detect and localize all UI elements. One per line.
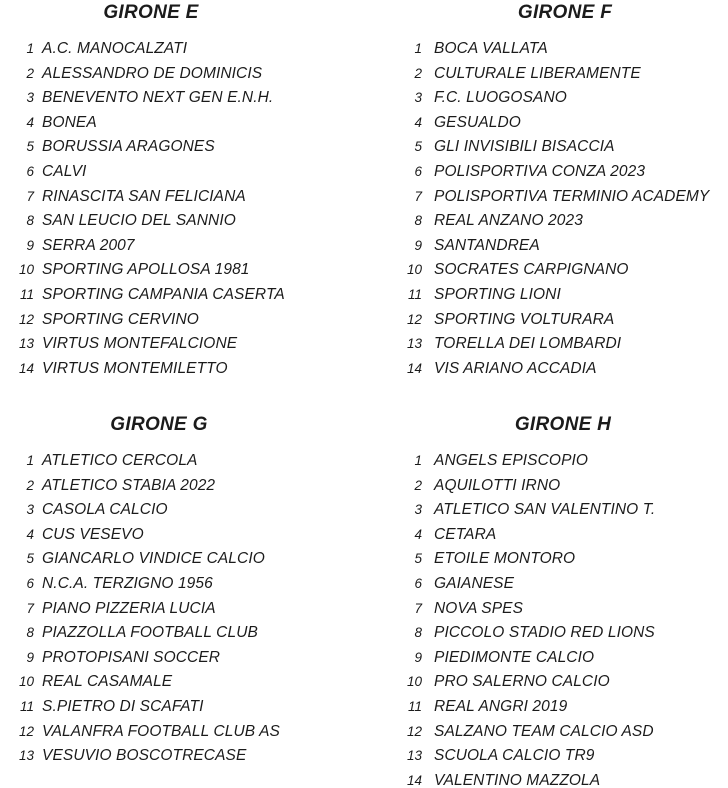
- team-name: ETOILE MONTORO: [434, 550, 576, 568]
- team-number: 10: [406, 674, 422, 690]
- team-number: 13: [406, 748, 422, 764]
- team-row: [364, 160, 728, 185]
- team-row: [364, 62, 728, 87]
- team-row: [364, 597, 728, 622]
- team-number: 9: [414, 649, 422, 665]
- team-row: [364, 308, 728, 333]
- team-row: [364, 769, 728, 788]
- team-number: 4: [414, 526, 422, 542]
- team-row: [364, 621, 728, 646]
- team-name: N.C.A. TERZIGNO 1956: [42, 574, 213, 592]
- team-number: 8: [26, 625, 34, 641]
- team-name: BORUSSIA ARAGONES: [42, 138, 215, 156]
- team-name: VALENTINO MAZZOLA: [434, 771, 601, 788]
- team-row: [364, 357, 728, 382]
- team-row: [364, 523, 728, 548]
- team-name: GLI INVISIBILI BISACCIA: [434, 138, 615, 156]
- team-number: 2: [26, 65, 34, 81]
- girone-e-team-list: [0, 37, 364, 381]
- team-name: SPORTING LIONI: [434, 285, 561, 303]
- team-number: 4: [26, 526, 34, 542]
- team-name: SERRA 2007: [42, 236, 135, 254]
- team-name: VALANFRA FOOTBALL CLUB AS: [42, 722, 280, 740]
- team-name: SANTANDREA: [434, 236, 540, 254]
- team-number: 14: [18, 360, 34, 376]
- team-name: REAL ANZANO 2023: [434, 212, 583, 230]
- team-number: 11: [407, 286, 422, 302]
- team-row: [0, 449, 364, 474]
- girone-f-title: GIRONE F: [517, 2, 613, 23]
- team-row: [0, 258, 364, 283]
- team-number: 7: [414, 188, 422, 204]
- team-number: 1: [414, 41, 422, 56]
- team-number: 5: [414, 551, 422, 567]
- team-number: 10: [18, 674, 34, 690]
- team-name: POLISPORTIVA CONZA 2023: [434, 162, 646, 180]
- team-row: [364, 111, 728, 136]
- team-number: 6: [26, 575, 34, 591]
- team-number: 11: [19, 286, 34, 302]
- team-number: 7: [414, 600, 422, 616]
- team-name: BENEVENTO NEXT GEN E.N.H.: [42, 89, 274, 107]
- team-number: 3: [26, 502, 34, 518]
- team-name: PICCOLO STADIO RED LIONS: [434, 624, 655, 642]
- team-row: [0, 135, 364, 160]
- team-number: 9: [26, 237, 34, 253]
- girone-f-team-list: [364, 37, 728, 381]
- team-row: [0, 646, 364, 671]
- team-name: GIANCARLO VINDICE CALCIO: [42, 550, 265, 568]
- team-row: [364, 258, 728, 283]
- team-number: 3: [26, 90, 34, 106]
- team-row: [364, 449, 728, 474]
- team-row: [0, 209, 364, 234]
- team-number: 12: [406, 723, 422, 739]
- team-name: F.C. LUOGOSANO: [434, 89, 567, 107]
- team-number: 1: [414, 453, 422, 468]
- team-number: 14: [406, 360, 422, 376]
- team-row: [364, 234, 728, 259]
- team-name: PIAZZOLLA FOOTBALL CLUB: [42, 624, 258, 642]
- team-name: SCUOLA CALCIO TR9: [434, 747, 595, 765]
- team-name: AQUILOTTI IRNO: [434, 476, 561, 494]
- team-number: 11: [407, 698, 422, 714]
- team-row: [364, 185, 728, 210]
- team-number: 4: [414, 114, 422, 130]
- team-row: [364, 646, 728, 671]
- girone-f-section: [364, 0, 728, 381]
- team-number: 9: [414, 237, 422, 253]
- team-number: 8: [26, 213, 34, 229]
- team-number: 2: [26, 477, 34, 493]
- team-name: GESUALDO: [434, 113, 521, 131]
- team-number: 10: [18, 262, 34, 278]
- team-number: 14: [406, 772, 422, 788]
- team-name: PIANO PIZZERIA LUCIA: [42, 599, 216, 617]
- team-row: [0, 547, 364, 572]
- team-number: 5: [414, 139, 422, 155]
- team-name: BONEA: [42, 113, 97, 131]
- team-name: RINASCITA SAN FELICIANA: [42, 187, 246, 205]
- team-row: [0, 86, 364, 111]
- team-row: [0, 111, 364, 136]
- team-number: 13: [18, 336, 34, 352]
- team-row: [364, 332, 728, 357]
- team-number: 5: [26, 139, 34, 155]
- team-row: [0, 744, 364, 769]
- team-number: 2: [414, 65, 422, 81]
- girone-h-title: GIRONE H: [514, 414, 612, 435]
- team-number: 6: [414, 163, 422, 179]
- team-name: VIRTUS MONTEFALCIONE: [42, 335, 238, 353]
- team-row: [0, 720, 364, 745]
- girone-g-title: GIRONE G: [110, 414, 208, 435]
- team-name: CETARA: [434, 525, 497, 543]
- team-number: 1: [26, 41, 34, 56]
- girone-g-section: [0, 412, 364, 769]
- team-name: PROTOPISANI SOCCER: [42, 648, 221, 666]
- team-row: [0, 185, 364, 210]
- team-name: NOVA SPES: [434, 599, 524, 617]
- team-row: [0, 695, 364, 720]
- team-number: 3: [414, 502, 422, 518]
- team-row: [364, 498, 728, 523]
- team-name: ALESSANDRO DE DOMINICIS: [42, 64, 263, 82]
- team-row: [364, 86, 728, 111]
- team-number: 13: [18, 748, 34, 764]
- team-number: 6: [414, 575, 422, 591]
- team-row: [0, 357, 364, 382]
- team-name: ATLETICO CERCOLA: [42, 452, 198, 469]
- team-name: SPORTING CERVINO: [42, 310, 199, 328]
- team-name: CUS VESEVO: [42, 525, 144, 543]
- team-row: [0, 62, 364, 87]
- team-name: SPORTING APOLLOSA 1981: [42, 261, 250, 279]
- team-name: POLISPORTIVA TERMINIO ACADEMY: [434, 187, 710, 205]
- team-row: [364, 474, 728, 499]
- team-number: 8: [414, 625, 422, 641]
- team-name: SOCRATES CARPIGNANO: [434, 261, 629, 279]
- team-row: [364, 547, 728, 572]
- team-name: TORELLA DEI LOMBARDI: [434, 335, 622, 353]
- team-number: 7: [26, 600, 34, 616]
- team-name: S.PIETRO DI SCAFATI: [42, 697, 204, 715]
- team-name: ATLETICO STABIA 2022: [42, 476, 216, 494]
- team-number: 3: [414, 90, 422, 106]
- team-row: [0, 523, 364, 548]
- team-row: [0, 670, 364, 695]
- team-number: 6: [26, 163, 34, 179]
- team-name: REAL ANGRI 2019: [434, 697, 568, 715]
- team-name: SPORTING VOLTURARA: [434, 310, 615, 328]
- team-number: 9: [26, 649, 34, 665]
- team-name: SAN LEUCIO DEL SANNIO: [42, 212, 236, 230]
- team-row: [0, 37, 364, 62]
- girone-e-title: GIRONE E: [103, 2, 199, 23]
- team-row: [364, 209, 728, 234]
- team-row: [0, 572, 364, 597]
- team-name: CULTURALE LIBERAMENTE: [434, 64, 641, 82]
- team-number: 2: [414, 477, 422, 493]
- team-row: [364, 695, 728, 720]
- team-number: 7: [26, 188, 34, 204]
- team-name: CASOLA CALCIO: [42, 501, 168, 519]
- team-number: 5: [26, 551, 34, 567]
- team-number: 12: [18, 311, 34, 327]
- team-name: BOCA VALLATA: [434, 40, 548, 57]
- team-number: 12: [18, 723, 34, 739]
- team-row: [0, 597, 364, 622]
- team-name: REAL CASAMALE: [42, 673, 173, 691]
- team-row: [0, 332, 364, 357]
- team-name: SALZANO TEAM CALCIO ASD: [434, 722, 654, 740]
- team-number: 8: [414, 213, 422, 229]
- team-name: SPORTING CAMPANIA CASERTA: [42, 285, 285, 303]
- team-row: [0, 621, 364, 646]
- girone-e-section: [0, 0, 364, 381]
- team-row: [0, 234, 364, 259]
- team-name: PIEDIMONTE CALCIO: [434, 648, 595, 666]
- team-row: [364, 670, 728, 695]
- team-row: [364, 135, 728, 160]
- team-name: CALVI: [42, 162, 87, 180]
- team-row: [0, 308, 364, 333]
- team-number: 13: [406, 336, 422, 352]
- team-name: VESUVIO BOSCOTRECASE: [42, 747, 247, 765]
- team-row: [0, 160, 364, 185]
- team-row: [364, 720, 728, 745]
- team-name: VIS ARIANO ACCADIA: [434, 359, 597, 377]
- team-number: 11: [19, 698, 34, 714]
- team-number: 12: [406, 311, 422, 327]
- team-row: [364, 572, 728, 597]
- team-number: 1: [26, 453, 34, 468]
- team-row: [364, 37, 728, 62]
- girone-g-team-list: [0, 449, 364, 769]
- girone-h-team-list: [364, 449, 728, 788]
- team-name: PRO SALERNO CALCIO: [434, 673, 610, 691]
- team-row: [364, 744, 728, 769]
- team-row: [0, 283, 364, 308]
- team-row: [0, 498, 364, 523]
- team-name: GAIANESE: [434, 574, 515, 592]
- team-name: ANGELS EPISCOPIO: [434, 452, 589, 469]
- team-row: [0, 474, 364, 499]
- team-name: VIRTUS MONTEMILETTO: [42, 359, 228, 377]
- team-number: 4: [26, 114, 34, 130]
- girone-h-section: [364, 412, 728, 788]
- team-number: 10: [406, 262, 422, 278]
- team-name: A.C. MANOCALZATI: [42, 40, 188, 57]
- team-row: [364, 283, 728, 308]
- team-name: ATLETICO SAN VALENTINO T.: [434, 501, 656, 519]
